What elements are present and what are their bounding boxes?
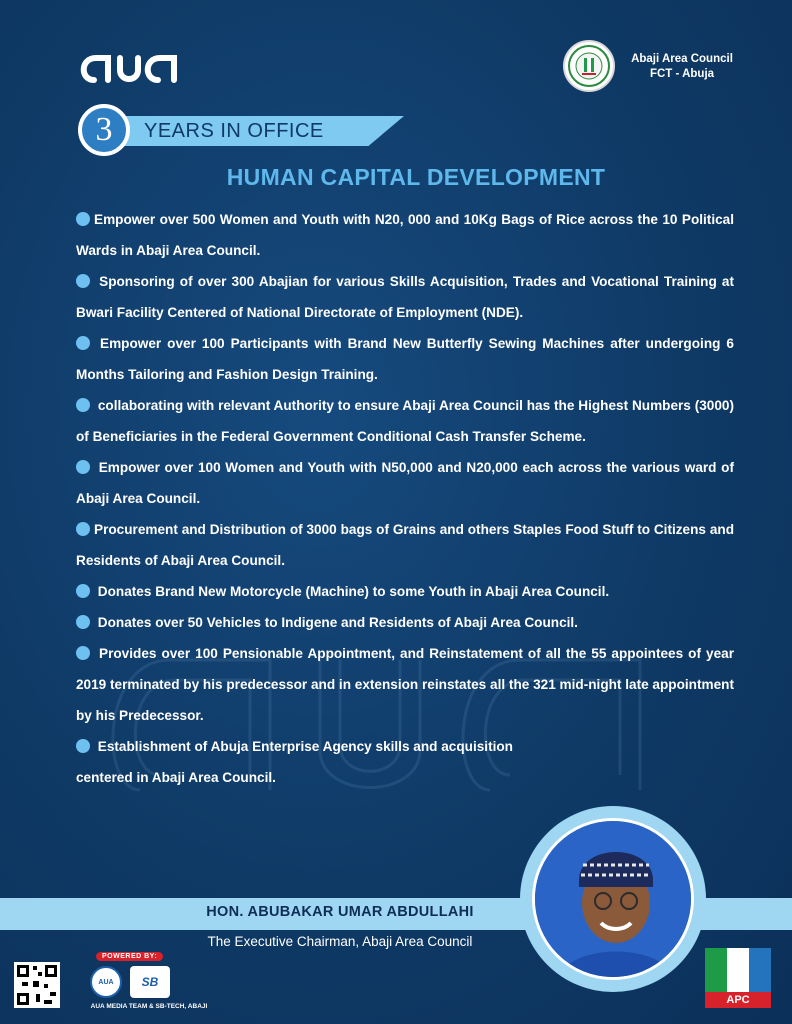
bullet-icon bbox=[76, 460, 90, 474]
council-line1: Abaji Area Council bbox=[631, 53, 733, 65]
aua-logo bbox=[76, 48, 186, 88]
apc-party-logo bbox=[705, 948, 771, 1008]
chairman-portrait bbox=[532, 818, 694, 980]
council-seal-icon bbox=[563, 40, 615, 92]
bullet-icon bbox=[76, 336, 90, 350]
list-item: Sponsoring of over 300 Abajian for various Skills Acquisition, Trades and Vocational Training at Bwari Facility Centered of National Directorate of Employment (NDE). bbox=[76, 274, 734, 320]
list-item: Provides over 100 Pensionable Appointment, and Reinstatement of all the 55 appointees of year 2019 terminated by his predecessor and in extension reinstates all the 321 mid-night late appointment by his Predecessor. bbox=[76, 646, 734, 723]
powered-by-label: POWERED BY: bbox=[96, 952, 163, 961]
list-item: Empower over 100 Women and Youth with N50,000 and N20,000 each across the various ward of Abaji Area Council. bbox=[76, 460, 734, 506]
list-item: Donates over 50 Vehicles to Indigene and Residents of Abaji Area Council. bbox=[76, 607, 734, 638]
achievement-list bbox=[76, 204, 734, 793]
bullet-icon bbox=[76, 398, 90, 412]
bullet-icon bbox=[76, 646, 90, 660]
council-line2: FCT - Abuja bbox=[649, 68, 715, 80]
council-name bbox=[622, 52, 742, 82]
aua-badge-logo: AUA bbox=[90, 966, 122, 998]
years-number: 3 bbox=[78, 104, 130, 156]
chairman-name: HON. ABUBAKAR UMAR ABDULLAHI bbox=[206, 904, 474, 920]
bullet-icon bbox=[76, 739, 90, 753]
qr-code-icon bbox=[14, 962, 60, 1008]
list-item: Donates Brand New Motorcycle (Machine) to some Youth in Abaji Area Council. bbox=[76, 576, 734, 607]
bullet-icon bbox=[76, 584, 90, 598]
section-title: HUMAN CAPITAL DEVELOPMENT bbox=[226, 164, 606, 190]
chairman-title: The Executive Chairman, Abaji Area Council bbox=[207, 934, 473, 949]
bullet-icon bbox=[76, 212, 90, 226]
media-team-credit: AUA MEDIA TEAM & SB-TECH, ABAJI bbox=[90, 1003, 208, 1010]
list-item: collaborating with relevant Authority to ensure Abaji Area Council has the Highest Numbers (3000) of Beneficiaries in the Federal Government Conditional Cash Transfer Scheme. bbox=[76, 398, 735, 444]
bullet-icon bbox=[76, 522, 90, 536]
bullet-icon bbox=[76, 615, 90, 629]
years-text: YEARS IN OFFICE bbox=[144, 120, 324, 142]
sb-tech-logo: SB bbox=[130, 966, 170, 998]
years-in-office-banner bbox=[78, 104, 408, 156]
list-item: Empower over 100 Participants with Brand New Butterfly Sewing Machines after undergoing 6 Months Tailoring and Fashion Design Training. bbox=[76, 336, 734, 382]
apc-label: APC bbox=[705, 992, 771, 1008]
list-item: Procurement and Distribution of 3000 bags of Grains and others Staples Food Stuff to Citizens and Residents of Abaji Area Council. bbox=[76, 522, 734, 568]
list-item: Empower over 500 Women and Youth with N20, 000 and 10Kg Bags of Rice across the 10 Political Wards in Abaji Area Council. bbox=[76, 212, 734, 258]
list-item: Establishment of Abuja Enterprise Agency skills and acquisition centered in Abaji Area Council. bbox=[76, 739, 513, 785]
bullet-icon bbox=[76, 274, 90, 288]
